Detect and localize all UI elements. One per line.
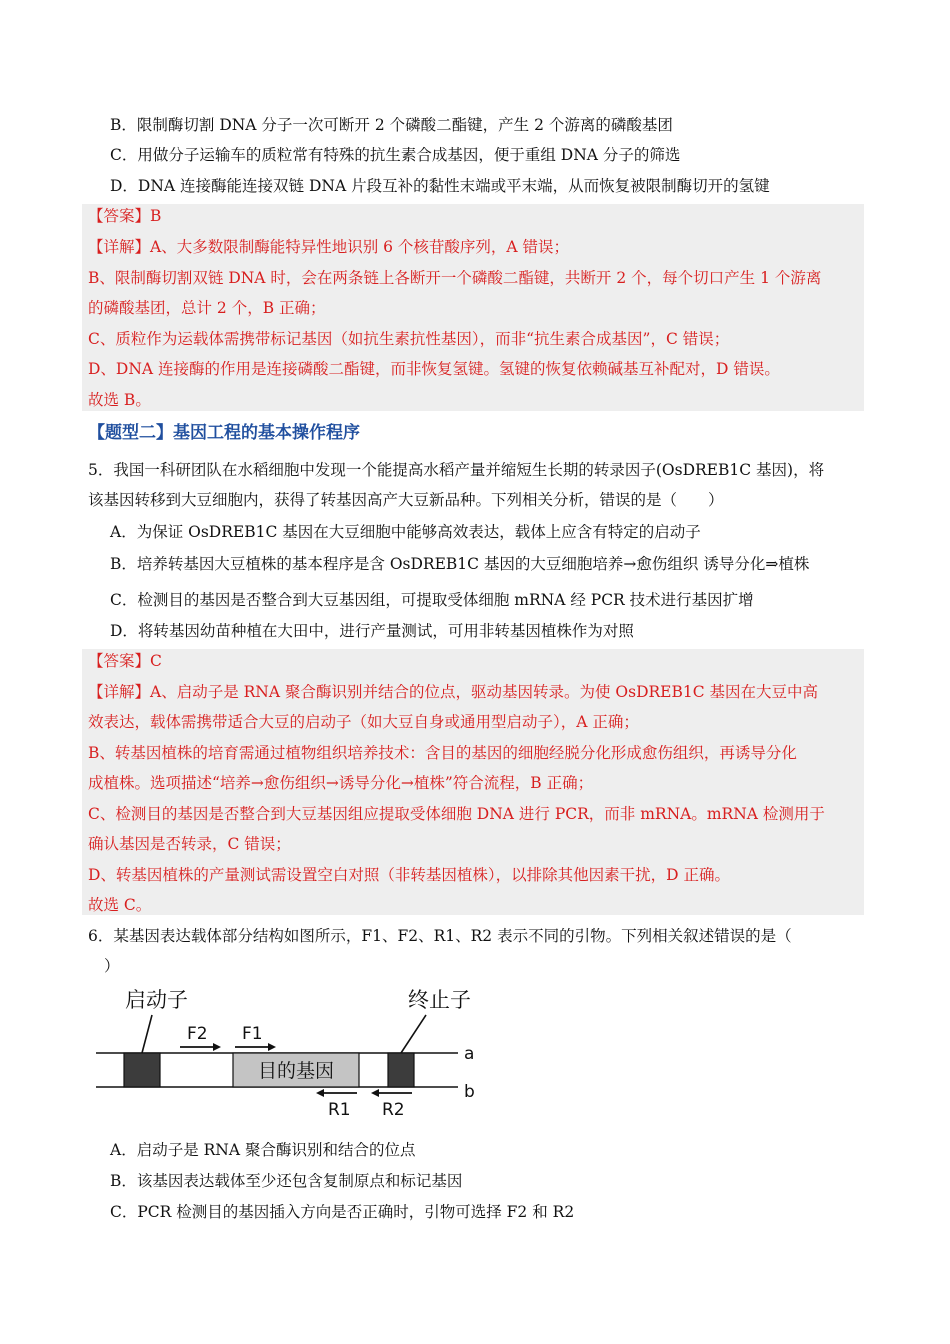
- primer-f1-arrowhead: [268, 1043, 276, 1051]
- q6-option-a: A．启动子是 RNA 聚合酶识别和结合的位点: [110, 1141, 416, 1159]
- q4-explain-b-1: B、限制酶切割双链 DNA 时，会在两条链上各断开一个磷酸二酯键，共断开 2 个，每个切口产生 1 个游离: [88, 269, 822, 287]
- q5-explain-b-1: B、转基因植株的培育需通过植物组织培养技术：含目的基因的细胞经脱分化形成愈伤组织，再诱导分化: [88, 744, 797, 762]
- q5-stem-2: 该基因转移到大豆细胞内，获得了转基因高产大豆新品种。下列相关分析，错误的是（ ）: [88, 491, 724, 509]
- q4-explain-a: 【详解】A、大多数限制酶能特异性地识别 6 个核苷酸序列，A 错误；: [88, 238, 570, 256]
- target-gene-label: 目的基因: [257, 1060, 335, 1082]
- q4-explain-d: D、DNA 连接酶的作用是连接磷酸二酯键，而非恢复氢键。氢键的恢复依赖碱基互补配对，D 错误。: [88, 360, 780, 378]
- promoter-block: [124, 1053, 160, 1087]
- q4-explain-b-2: 的磷酸基团，总计 2 个，B 正确；: [88, 299, 326, 317]
- vector-diagram: [90, 983, 490, 1123]
- q6-stem-1: 6．某基因表达载体部分结构如图所示，F1、F2、R1、R2 表示不同的引物。下列相关叙述错误的是（: [88, 927, 792, 945]
- primer-r2-label: R2: [382, 1100, 405, 1120]
- q6-stem-2: ）: [104, 957, 120, 975]
- q5-explain-c-1: C、检测目的基因是否整合到大豆基因组应提取受体细胞 DNA 进行 PCR，而非 mRNA。mRNA 检测用于: [88, 805, 825, 823]
- q4-option-b: B．限制酶切割 DNA 分子一次可断开 2 个磷酸二酯键，产生 2 个游离的磷酸基团: [110, 116, 673, 134]
- terminator-label: 终止子: [408, 988, 471, 1012]
- strand-b-label: b: [464, 1082, 475, 1102]
- primer-r1-label: R1: [328, 1100, 351, 1120]
- strand-a-label: a: [464, 1044, 475, 1064]
- q4-option-d: D．DNA 连接酶能连接双链 DNA 片段互补的黏性末端或平末端，从而恢复被限制酶切开的氢键: [110, 177, 770, 195]
- q5-explain-a-1: 【详解】A、启动子是 RNA 聚合酶识别并结合的位点，驱动基因转录。为使 OsDREB1C 基因在大豆中高: [88, 683, 819, 701]
- q5-option-b: B．培养转基因大豆植株的基本程序是含 OsDREB1C 基因的大豆细胞培养→愈伤组织 诱导分化⇒植株: [110, 555, 810, 573]
- q6-option-c: C．PCR 检测目的基因插入方向是否正确时，引物可选择 F2 和 R2: [110, 1203, 575, 1221]
- q4-conclusion: 故选 B。: [88, 391, 151, 409]
- q4-answer-box: [82, 204, 864, 411]
- q5-answer: 【答案】C: [88, 652, 162, 670]
- q5-explain-b-2: 成植株。选项描述“培养→愈伤组织→诱导分化→植株”符合流程，B 正确；: [88, 774, 594, 792]
- primer-f2-arrowhead: [213, 1043, 221, 1051]
- q5-explain-c-2: 确认基因是否转录，C 错误；: [88, 835, 291, 853]
- terminator-pointer: [401, 1015, 426, 1053]
- q5-conclusion: 故选 C。: [88, 896, 152, 914]
- promoter-label: 启动子: [125, 988, 188, 1012]
- section-heading: 【题型二】基因工程的基本操作程序: [88, 423, 360, 443]
- primer-r1-arrowhead: [316, 1089, 324, 1097]
- q4-option-c: C．用做分子运输车的质粒常有特殊的抗生素合成基因，便于重组 DNA 分子的筛选: [110, 146, 681, 164]
- promoter-pointer: [142, 1015, 152, 1053]
- terminator-block: [388, 1053, 414, 1087]
- q4-answer: 【答案】B: [88, 207, 162, 225]
- primer-r2-arrowhead: [371, 1089, 379, 1097]
- q5-explain-d: D、转基因植株的产量测试需设置空白对照（非转基因植株），以排除其他因素干扰，D 正确。: [88, 866, 731, 884]
- q5-stem-1: 5．我国一科研团队在水稻细胞中发现一个能提高水稻产量并缩短生长期的转录因子(OsDREB1C 基因)，将: [88, 461, 825, 479]
- primer-f2-label: F2: [187, 1024, 208, 1044]
- q5-option-d: D．将转基因幼苗种植在大田中，进行产量测试，可用非转基因植株作为对照: [110, 622, 634, 640]
- q5-answer-box: [82, 649, 864, 915]
- q5-option-c: C．检测目的基因是否整合到大豆基因组，可提取受体细胞 mRNA 经 PCR 技术进行基因扩增: [110, 591, 754, 609]
- q5-explain-a-2: 效表达，载体需携带适合大豆的启动子（如大豆自身或通用型启动子），A 正确；: [88, 713, 639, 731]
- q6-option-b: B．该基因表达载体至少还包含复制原点和标记基因: [110, 1172, 463, 1190]
- q5-option-a: A．为保证 OsDREB1C 基因在大豆细胞中能够高效表达，载体上应含有特定的启动子: [110, 523, 701, 541]
- q4-explain-c: C、质粒作为运载体需携带标记基因（如抗生素抗性基因），而非“抗生素合成基因”，C 错误；: [88, 330, 730, 348]
- primer-f1-label: F1: [242, 1024, 263, 1044]
